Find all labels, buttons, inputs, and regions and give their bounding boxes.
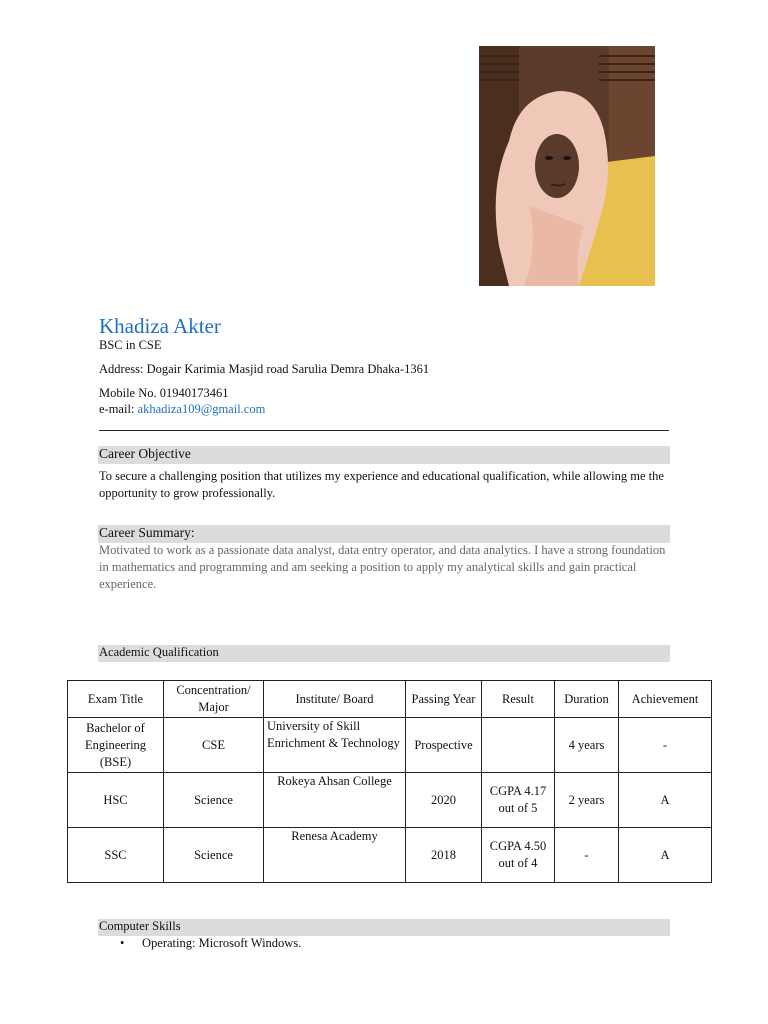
column-header: Institute/ Board [264,681,406,718]
section-title: Career Objective [99,446,191,461]
table-cell: 2020 [406,773,482,828]
mobile: Mobile No. 01940173461 [99,386,229,400]
table-cell: - [555,828,619,883]
column-header: Duration [555,681,619,718]
computer-skills-header [98,919,670,936]
profile-photo [479,46,655,286]
table-cell: Prospective [406,718,482,773]
career-objective-header [98,446,670,464]
column-header: Passing Year [406,681,482,718]
column-header: Exam Title [68,681,164,718]
address: Address: Dogair Karimia Masjid road Sarulia Demra Dhaka-1361 [99,362,430,376]
academic-header [98,645,670,662]
degree: BSC in CSE [99,338,162,352]
email-link[interactable]: akhadiza109@gmail.com [137,402,266,416]
table-cell: CSE [164,718,264,773]
bullet-icon: • [120,936,125,950]
table-cell: A [619,773,712,828]
column-header: Concentration/ Major [164,681,264,718]
email-label: e-mail: [99,402,138,416]
table-cell: 2018 [406,828,482,883]
table-cell [482,718,555,773]
header-divider [99,430,669,431]
table-cell: - [619,718,712,773]
table-cell: Science [164,773,264,828]
section-title: Computer Skills [99,919,181,933]
section-title: Career Summary: [99,525,195,540]
table-cell: SSC [68,828,164,883]
candidate-name: Khadiza Akter [99,314,221,338]
table-row [68,828,712,883]
list-item [120,936,301,951]
career-objective-text: To secure a challenging position that utilizes my experience and educational qualification, while allowing me the opportunity to grow professionally. [99,469,664,500]
table-cell: CGPA 4.50 out of 4 [482,828,555,883]
table-row [68,718,712,773]
table-cell: Renesa Academy [264,828,406,883]
career-summary-text: Motivated to work as a passionate data analyst, data entry operator, and data analytics. I have a strong foundation in mathematics and programming and am seeking a position to apply my analytical skills and gain practical experience. [99,543,666,591]
column-header: Result [482,681,555,718]
table-cell: CGPA 4.17 out of 5 [482,773,555,828]
table-cell: 4 years [555,718,619,773]
table-cell: 2 years [555,773,619,828]
column-header: Achievement [619,681,712,718]
academic-table [67,680,712,883]
table-cell: Bachelor of Engineering (BSE) [68,718,164,773]
table-cell: A [619,828,712,883]
career-summary-header [98,525,670,543]
skill-text: Operating: Microsoft Windows. [142,936,302,950]
table-cell: Science [164,828,264,883]
table-cell: HSC [68,773,164,828]
table-cell: University of Skill Enrichment & Technology [264,718,406,773]
table-cell: Rokeya Ahsan College [264,773,406,828]
table-header-row [68,681,712,718]
table-row [68,773,712,828]
email-line [99,402,265,417]
section-title: Academic Qualification [99,645,219,659]
